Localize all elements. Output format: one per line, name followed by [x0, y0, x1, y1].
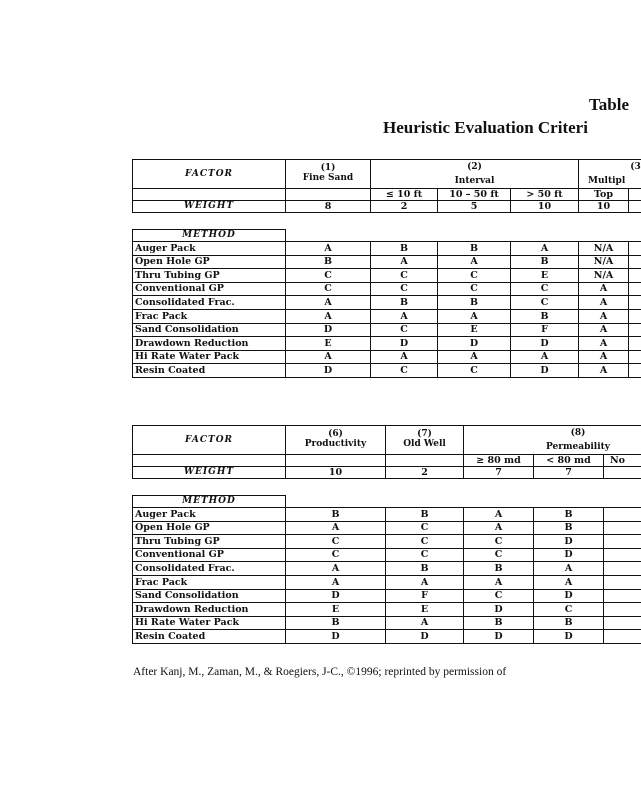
rating-cell: A [286, 296, 371, 310]
rating-cell [604, 562, 641, 576]
rating-cell [629, 242, 641, 256]
table-title: Table [589, 95, 630, 114]
method-spacer [286, 496, 641, 508]
col8-number: (8) [570, 427, 586, 438]
col8-title: Permeability [464, 442, 641, 455]
rating-cell [604, 508, 641, 522]
criteria-table-2 [132, 425, 641, 644]
col1-spacer [286, 189, 371, 201]
method-name: Thru Tubing GP [133, 535, 286, 549]
rating-cell: N/A [579, 255, 629, 269]
weight-value: 8 [286, 201, 371, 213]
rating-cell: A [579, 350, 629, 364]
rating-cell: B [286, 255, 371, 269]
col1-number: (1) [320, 163, 336, 174]
rating-cell [629, 296, 641, 310]
rating-cell: D [464, 630, 534, 644]
rating-cell: A [579, 282, 629, 296]
rating-cell: A [579, 296, 629, 310]
method-name: Auger Pack [133, 508, 286, 522]
rating-cell: B [511, 309, 579, 323]
factor-spacer [133, 455, 286, 467]
rating-cell: D [286, 589, 386, 603]
table-row [133, 562, 641, 576]
weight-value [629, 201, 641, 213]
rating-cell: D [511, 364, 579, 378]
table-row [133, 255, 641, 269]
method-name: Drawdown Reduction [133, 603, 286, 617]
rating-cell: D [534, 548, 604, 562]
method-name: Thru Tubing GP [133, 269, 286, 283]
table-row [133, 589, 641, 603]
rating-cell: A [511, 350, 579, 364]
method-name: Consolidated Frac. [133, 296, 286, 310]
weight-value: 7 [534, 467, 604, 479]
rating-cell: C [286, 548, 386, 562]
subheader: Top [579, 189, 629, 201]
rating-cell: A [438, 255, 511, 269]
rating-cell: C [511, 282, 579, 296]
rating-cell [604, 589, 641, 603]
method-spacer [286, 230, 641, 242]
weight-value: 10 [286, 467, 386, 479]
col2-number: (2) [467, 161, 482, 172]
rating-cell: B [534, 616, 604, 630]
rating-cell: E [438, 323, 511, 337]
rating-cell: C [438, 364, 511, 378]
col7-spacer [386, 455, 464, 467]
rating-cell [629, 309, 641, 323]
rating-cell: E [386, 603, 464, 617]
rating-cell: B [464, 562, 534, 576]
rating-cell: D [534, 535, 604, 549]
method-name: Drawdown Reduction [133, 337, 286, 351]
rating-cell: E [286, 337, 371, 351]
col3-title: Multipl [579, 176, 641, 189]
rating-cell: C [286, 269, 371, 283]
method-label: METHOD [133, 230, 286, 242]
col1-title: Fine Sand [302, 173, 354, 183]
rating-cell: C [286, 535, 386, 549]
rating-cell: A [511, 242, 579, 256]
rating-cell: D [534, 630, 604, 644]
table-row [133, 282, 641, 296]
rating-cell [604, 575, 641, 589]
footnote: After Kanj, M., Zaman, M., & Roegiers, J-C., ©1996; reprinted by permission of [133, 666, 507, 678]
table-row [133, 350, 641, 364]
criteria-table-1 [132, 159, 641, 378]
rating-cell [604, 603, 641, 617]
rating-cell: A [534, 562, 604, 576]
rating-cell: D [386, 630, 464, 644]
table-2-body [133, 508, 641, 644]
method-name: Sand Consolidation [133, 589, 286, 603]
table-row [133, 296, 641, 310]
table-row [133, 309, 641, 323]
rating-cell: B [371, 296, 438, 310]
col7-header [386, 426, 464, 455]
col2-title: Interval [371, 176, 579, 189]
weight-value: 2 [371, 201, 438, 213]
rating-cell: A [579, 337, 629, 351]
table-row [133, 364, 641, 378]
rating-cell: C [464, 535, 534, 549]
weight-value: 2 [386, 467, 464, 479]
rating-cell [604, 535, 641, 549]
factor-label: FACTOR [133, 160, 286, 189]
rating-cell: C [386, 521, 464, 535]
rating-cell [629, 282, 641, 296]
rating-cell: A [579, 309, 629, 323]
rating-cell [629, 323, 641, 337]
col3-number: (3 [630, 161, 641, 172]
rating-cell: B [534, 508, 604, 522]
rating-cell [604, 548, 641, 562]
method-name: Sand Consolidation [133, 323, 286, 337]
rating-cell: C [386, 548, 464, 562]
rating-cell: A [286, 350, 371, 364]
table-row [133, 603, 641, 617]
rating-cell: A [438, 309, 511, 323]
rating-cell: N/A [579, 242, 629, 256]
rating-cell: A [286, 309, 371, 323]
method-name: Conventional GP [133, 548, 286, 562]
rating-cell: B [534, 521, 604, 535]
rating-cell [629, 364, 641, 378]
rating-cell: A [464, 521, 534, 535]
rating-cell [604, 521, 641, 535]
weight-value: 7 [464, 467, 534, 479]
rating-cell: C [438, 269, 511, 283]
table-row [133, 242, 641, 256]
method-name: Consolidated Frac. [133, 562, 286, 576]
weight-value: 5 [438, 201, 511, 213]
rating-cell: E [286, 603, 386, 617]
rating-cell: B [386, 508, 464, 522]
rating-cell: D [286, 323, 371, 337]
rating-cell [629, 350, 641, 364]
rating-cell: D [511, 337, 579, 351]
rating-cell: C [371, 323, 438, 337]
rating-cell: B [438, 242, 511, 256]
rating-cell: C [371, 269, 438, 283]
subheader: ≥ 80 md [464, 455, 534, 467]
rating-cell: B [371, 242, 438, 256]
rating-cell: D [286, 630, 386, 644]
method-name: Frac Pack [133, 575, 286, 589]
rating-cell: B [286, 616, 386, 630]
table-row [133, 630, 641, 644]
col1-header [286, 160, 371, 189]
rating-cell: A [286, 562, 386, 576]
rating-cell: A [371, 255, 438, 269]
rating-cell: C [438, 282, 511, 296]
rating-cell: F [511, 323, 579, 337]
rating-cell: B [286, 508, 386, 522]
table-row [133, 616, 641, 630]
rating-cell: B [464, 616, 534, 630]
method-name: Resin Coated [133, 364, 286, 378]
rating-cell: A [464, 575, 534, 589]
rating-cell: C [371, 282, 438, 296]
rating-cell: A [371, 309, 438, 323]
col8-header [464, 426, 641, 442]
weight-label: WEIGHT [133, 201, 286, 213]
rating-cell [629, 269, 641, 283]
method-name: Hi Rate Water Pack [133, 350, 286, 364]
rating-cell: A [286, 242, 371, 256]
method-name: Open Hole GP [133, 255, 286, 269]
rating-cell: D [438, 337, 511, 351]
col6-header [286, 426, 386, 455]
table-row [133, 535, 641, 549]
weight-label: WEIGHT [133, 467, 286, 479]
rating-cell: B [438, 296, 511, 310]
rating-cell: D [371, 337, 438, 351]
method-name: Open Hole GP [133, 521, 286, 535]
rating-cell: N/A [579, 269, 629, 283]
table-1-body [133, 242, 641, 378]
factor-spacer [133, 189, 286, 201]
weight-value [604, 467, 641, 479]
table-row [133, 521, 641, 535]
col6-spacer [286, 455, 386, 467]
method-name: Resin Coated [133, 630, 286, 644]
col2-header [371, 160, 579, 176]
table-subtitle: Heuristic Evaluation Criteri [383, 118, 588, 137]
table-row [133, 548, 641, 562]
method-name: Conventional GP [133, 282, 286, 296]
rating-cell [629, 337, 641, 351]
rating-cell: B [511, 255, 579, 269]
rating-cell: A [386, 575, 464, 589]
factor-label: FACTOR [133, 426, 286, 455]
rating-cell: C [464, 548, 534, 562]
table-row [133, 508, 641, 522]
subheader: < 80 md [534, 455, 604, 467]
method-label: METHOD [133, 496, 286, 508]
rating-cell [629, 255, 641, 269]
rating-cell: A [371, 350, 438, 364]
rating-cell: A [534, 575, 604, 589]
method-name: Hi Rate Water Pack [133, 616, 286, 630]
col7-number: (7) [417, 429, 432, 440]
weight-value: 10 [511, 201, 579, 213]
rating-cell [604, 630, 641, 644]
rating-cell: A [286, 521, 386, 535]
subheader: No [604, 455, 641, 467]
rating-cell: A [386, 616, 464, 630]
rating-cell: A [286, 575, 386, 589]
rating-cell: E [511, 269, 579, 283]
col3-header [579, 160, 641, 176]
rating-cell: D [464, 603, 534, 617]
rating-cell: A [464, 508, 534, 522]
subheader: > 50 ft [511, 189, 579, 201]
subheader [629, 189, 641, 201]
col6-title: Productivity [304, 439, 367, 449]
table-row [133, 575, 641, 589]
rating-cell: C [534, 603, 604, 617]
rating-cell: C [286, 282, 371, 296]
rating-cell: A [579, 323, 629, 337]
rating-cell: C [386, 535, 464, 549]
rating-cell: D [286, 364, 371, 378]
table-row [133, 269, 641, 283]
method-name: Frac Pack [133, 309, 286, 323]
rating-cell: B [386, 562, 464, 576]
rating-cell: C [371, 364, 438, 378]
table-row [133, 337, 641, 351]
rating-cell: A [579, 364, 629, 378]
table-row [133, 323, 641, 337]
method-name: Auger Pack [133, 242, 286, 256]
col7-title: Old Well [403, 439, 446, 449]
weight-value: 10 [579, 201, 629, 213]
subheader: ≤ 10 ft [371, 189, 438, 201]
rating-cell: D [534, 589, 604, 603]
rating-cell: F [386, 589, 464, 603]
rating-cell: A [438, 350, 511, 364]
col6-number: (6) [328, 429, 343, 440]
rating-cell: C [464, 589, 534, 603]
rating-cell [604, 616, 641, 630]
rating-cell: C [511, 296, 579, 310]
subheader: 10 – 50 ft [438, 189, 511, 201]
